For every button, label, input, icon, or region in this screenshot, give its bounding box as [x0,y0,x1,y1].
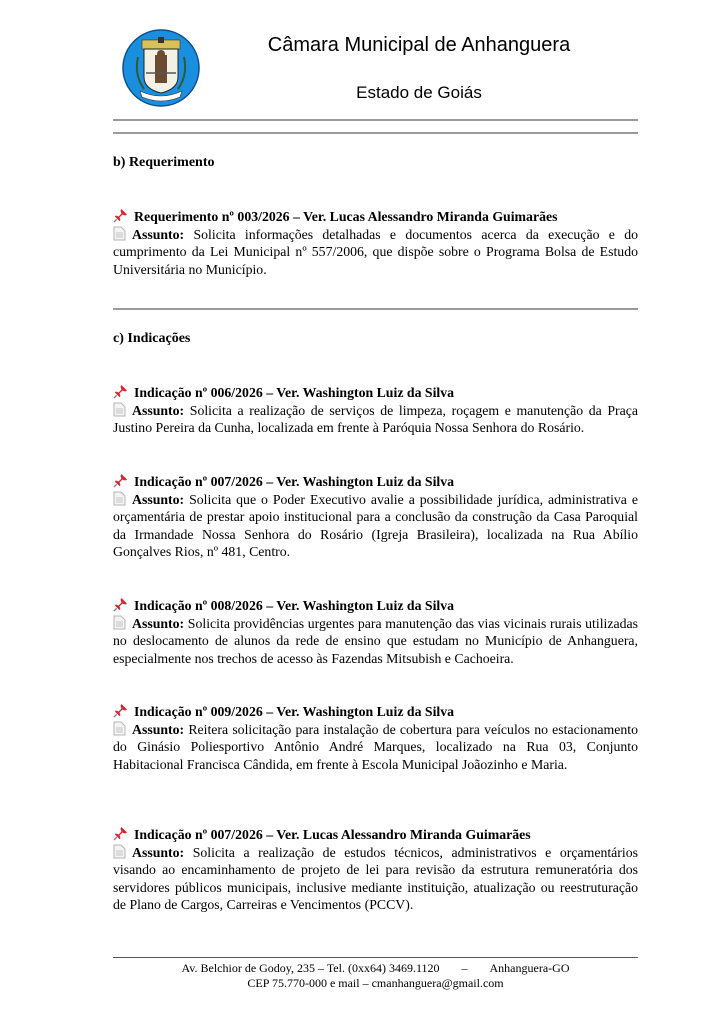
item-heading-text: Requerimento nº 003/2026 – Ver. Lucas Alessandro Miranda Guimarães [134,209,558,224]
footer-dash: – [461,961,468,975]
document-icon [113,226,126,241]
section-heading-requerimento: b) Requerimento [113,155,215,170]
document-item [113,473,638,561]
item-text: Solicita a realização de estudos técnicos, administrativos e orçamentários visando ao encaminhamento de projeto de lei para revisão da estrutura remuneratória dos servidores públicos municipais, inclusive mediante instituição, atualização ou reestruturação de Plano de Cargos, Carreiras e Vencimentos (PCCV). [113,844,638,913]
item-body [113,491,638,561]
page-title: Câmara Municipal de Anhanguera [267,34,571,56]
section-heading-indicacoes: c) Indicações [113,331,191,346]
item-text: Reitera solicitação para instalação de cobertura para veículos no estacionamento do Ginásio Poliesportivo Antônio André Marques, localizado na Rua 03, Conjunto Habitacional Francisca Cândida, em frente à Escola Municipal Joãozinho e Maria. [113,721,638,772]
item-label: Assunto: [132,226,185,242]
document-icon [113,721,126,736]
footer-line-1 [113,961,638,976]
item-body [113,721,638,774]
item-body [113,402,638,437]
document-icon [113,844,126,859]
pushpin-icon [113,473,128,488]
page-subtitle: Estado de Goiás [356,83,482,102]
item-body [113,844,638,914]
item-body [113,615,638,668]
pushpin-icon [113,703,128,718]
item-label: Assunto: [132,402,185,418]
item-label: Assunto: [132,615,185,631]
footer-city: Anhanguera-GO [489,961,570,975]
document-icon [113,402,126,417]
header-divider [113,132,638,134]
document-icon [113,491,126,506]
item-text: Solicita informações detalhadas e documentos acerca da execução e do cumprimento da Lei Municipal nº 557/2006, que dispõe sobre o Programa Bolsa de Estudo Universitária no Município. [113,226,638,277]
document-item [113,384,638,437]
footer-line-2: CEP 75.770-000 e mail – cmanhanguera@gmail.com [247,975,504,990]
pushpin-icon [113,597,128,612]
pushpin-icon [113,384,128,399]
item-text: Solicita a realização de serviços de limpeza, roçagem e manutenção da Praça Justino Pereira da Cunha, localizada em frente à Paróquia Nossa Senhora do Rosário. [113,402,638,436]
item-label: Assunto: [132,491,185,507]
item-heading-text: Indicação nº 006/2026 – Ver. Washington Luiz da Silva [134,385,455,400]
item-heading [113,208,638,226]
footer-address: Av. Belchior de Godoy, 235 – Tel. (0xx64) 3469.1120 [181,961,440,975]
page-footer [113,957,638,990]
document-item [113,826,638,914]
pushpin-icon [113,826,128,841]
item-heading [113,384,638,402]
item-label: Assunto: [132,721,185,737]
item-text: Solicita providências urgentes para manutenção das vias vicinais rurais utilizadas no deslocamento de alunos da rede de ensino que estudam no Município de Anhanguera, especialmente nos trechos de acesso às Fazendas Mitsubish e Cachoeira. [113,615,638,666]
document-item [113,703,638,773]
document-item [113,208,638,278]
item-heading [113,597,638,615]
header-divider [113,119,638,121]
item-body [113,226,638,279]
item-heading [113,703,638,721]
pushpin-icon [113,208,128,223]
item-heading-text: Indicação nº 009/2026 – Ver. Washington Luiz da Silva [134,704,455,719]
document-icon [113,615,126,630]
item-text: Solicita que o Poder Executivo avalie a possibilidade jurídica, administrativa e orçamentária de prestar apoio institucional para a conclusão da construção da Casa Paroquial da Irmandade Nossa Senhora do Rosário (Igreja Brasileira), localizada na Rua Abílio Gonçalves Rios, nº 481, Centro. [113,491,638,560]
item-heading-text: Indicação nº 007/2026 – Ver. Washington Luiz da Silva [134,474,455,489]
item-heading [113,473,638,491]
item-heading-text: Indicação nº 008/2026 – Ver. Washington Luiz da Silva [134,598,455,613]
municipal-coat-of-arms-logo [122,29,200,107]
item-heading-text: Indicação nº 007/2026 – Ver. Lucas Alessandro Miranda Guimarães [134,827,531,842]
section-divider [113,308,638,310]
document-item [113,597,638,667]
item-heading [113,826,638,844]
item-label: Assunto: [132,844,185,860]
